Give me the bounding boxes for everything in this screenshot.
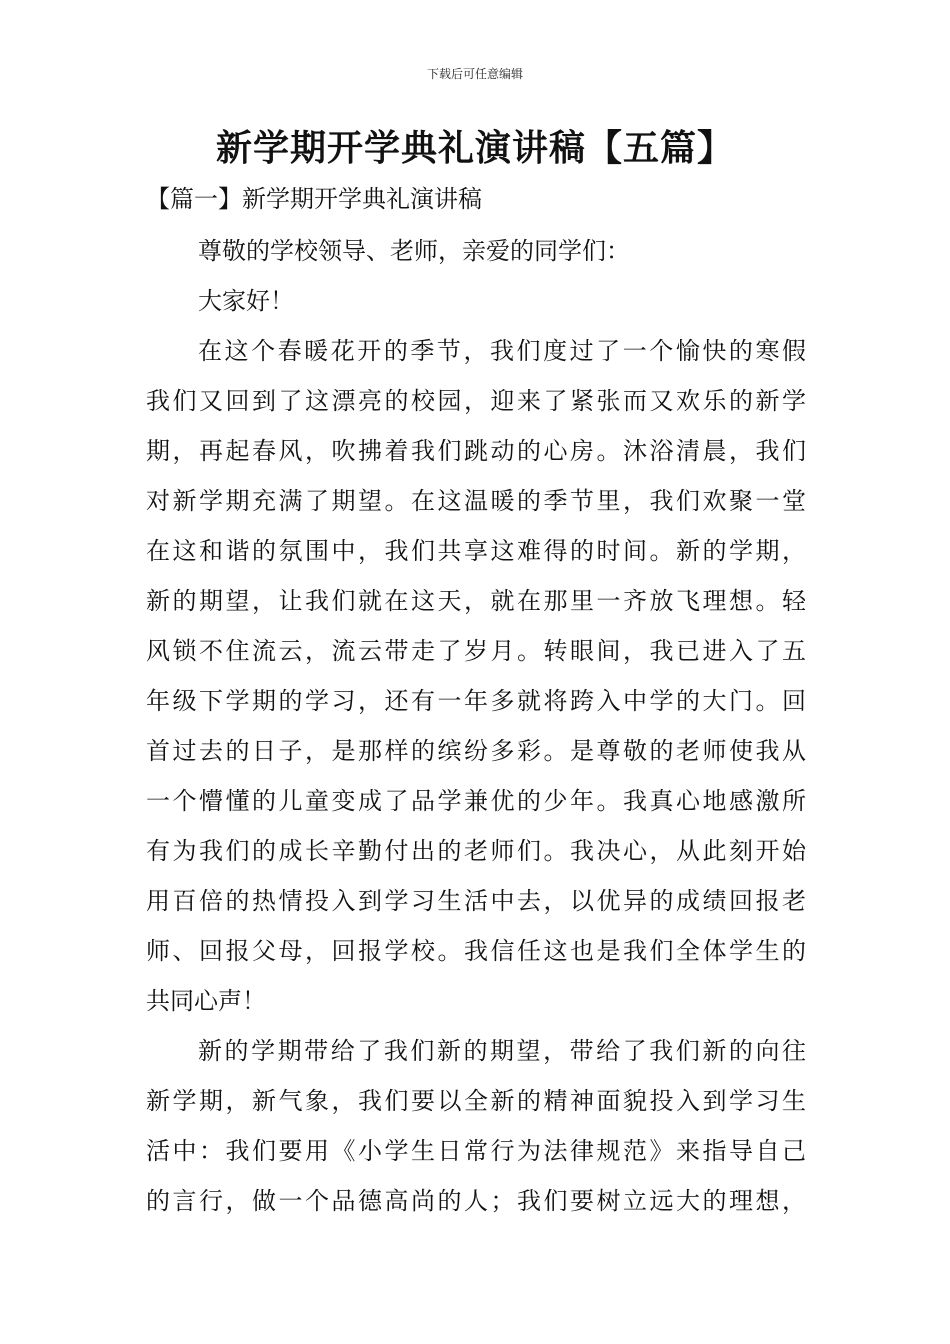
paragraph-line: 新的学期带给了我们新的期望，带给了我们新的向往 (198, 1037, 806, 1065)
paragraph-line: 活中：我们要用《小学生日常行为法律规范》来指导自己 (146, 1137, 806, 1165)
paragraph-line: 用百倍的热情投入到学习生活中去，以优异的成绩回报老 (146, 887, 806, 915)
paragraph-line: 年级下学期的学习，还有一年多就将跨入中学的大门。回 (146, 687, 806, 715)
paragraph-line: 期，再起春风，吹拂着我们跳动的心房。沐浴清晨，我们 (146, 437, 806, 465)
paragraph-line: 风锁不住流云，流云带走了岁月。转眼间，我已进入了五 (146, 637, 806, 665)
paragraph-line: 我们又回到了这漂亮的校园，迎来了紧张而又欢乐的新学 (146, 387, 806, 415)
salutation: 尊敬的学校领导、老师，亲爱的同学们： (198, 237, 630, 265)
paragraph-line: 在这和谐的氛围中，我们共享这难得的时间。新的学期， (146, 537, 806, 565)
paragraph-line: 对新学期充满了期望。在这温暖的季节里，我们欢聚一堂 (146, 487, 806, 515)
paragraph (146, 1026, 806, 1226)
paragraph-line: 的言行，做一个品德高尚的人；我们要树立远大的理想， (146, 1187, 806, 1215)
paragraph-line: 有为我们的成长辛勤付出的老师们。我决心，从此刻开始 (146, 837, 806, 865)
greeting: 大家好！ (198, 287, 294, 315)
section-heading: 【篇一】新学期开学典礼演讲稿 (146, 185, 482, 213)
paragraph-line: 首过去的日子，是那样的缤纷多彩。是尊敬的老师使我从 (146, 737, 806, 765)
paragraph-line: 新的期望，让我们就在这天，就在那里一齐放飞理想。轻 (146, 587, 806, 615)
document-title: 新学期开学典礼演讲稿【五篇】 (215, 127, 734, 169)
paragraph-line: 师、回报父母，回报学校。我信任这也是我们全体学生的 (146, 937, 806, 965)
paragraph-line: 新学期，新气象，我们要以全新的精神面貌投入到学习生 (146, 1087, 806, 1115)
paragraph (146, 326, 806, 1026)
paragraph-line: 一个懵懂的儿童变成了品学兼优的少年。我真心地感激所 (146, 787, 806, 815)
header-note: 下载后可任意编辑 (426, 67, 523, 81)
document-body (146, 226, 806, 1226)
paragraph-line: 共同心声！ (146, 987, 266, 1015)
paragraph-line: 在这个春暖花开的季节，我们度过了一个愉快的寒假 (198, 337, 806, 365)
